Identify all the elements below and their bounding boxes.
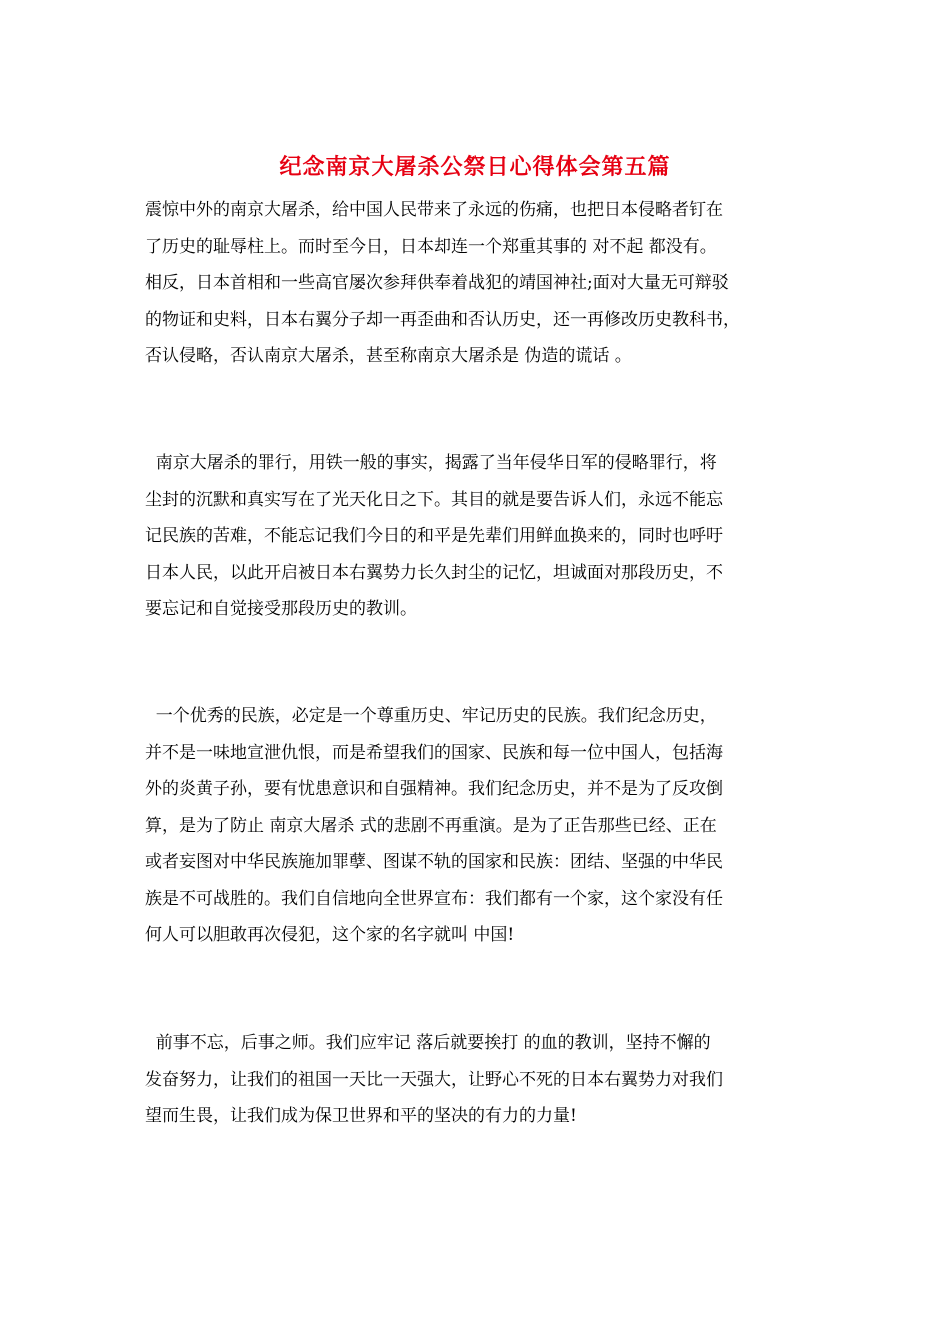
paragraph-line: 的物证和史料，日本右翼分子却一再歪曲和否认历史，还一再修改历史教科书，: [145, 309, 740, 330]
paragraph-line: 日本人民，以此开启被日本右翼势力长久封尘的记忆，坦诚面对那段历史，不: [145, 562, 723, 583]
paragraph-2: [145, 445, 810, 628]
page-title: 纪念南京大屠杀公祭日心得体会第五篇: [279, 155, 671, 180]
paragraph-line: 算，是为了防止 南京大屠杀 式的悲剧不再重演。是为了正告那些已经、正在: [145, 815, 717, 836]
paragraph-line: 望而生畏，让我们成为保卫世界和平的坚决的有力的力量!: [145, 1106, 577, 1126]
paragraph-line: 并不是一味地宣泄仇恨，而是希望我们的国家、民族和每一位中国人，包括海: [145, 742, 723, 763]
paragraph-line: 何人可以胆敢再次侵犯，这个家的名字就叫 中国!: [145, 925, 515, 945]
paragraph-line: 发奋努力，让我们的祖国一天比一天强大，让野心不死的日本右翼势力对我们: [145, 1069, 723, 1090]
paragraph-1: [145, 192, 810, 375]
paragraph-line: 了历史的耻辱柱上。而时至今日，日本却连一个郑重其事的 对不起 都没有。: [145, 236, 717, 257]
paragraph-line: 相反，日本首相和一些高官屡次参拜供奉着战犯的靖国神社;面对大量无可辩驳: [145, 273, 729, 293]
paragraph-line: 南京大屠杀的罪行，用铁一般的事实，揭露了当年侵华日军的侵略罪行，将: [145, 453, 717, 473]
paragraph-line: 一个优秀的民族，必定是一个尊重历史、牢记历史的民族。我们纪念历史，: [145, 706, 717, 726]
paragraph-line: 否认侵略，否认南京大屠杀，甚至称南京大屠杀是 伪造的谎话 。: [145, 346, 632, 366]
paragraph-4: [145, 1025, 810, 1135]
paragraph-line: 外的炎黄子孙，要有忧患意识和自强精神。我们纪念历史，并不是为了反攻倒: [145, 779, 723, 799]
paragraph-line: 或者妄图对中华民族施加罪孽、图谋不轨的国家和民族：团结、坚强的中华民: [145, 852, 723, 872]
paragraph-line: 记民族的苦难，不能忘记我们今日的和平是先辈们用鲜血换来的，同时也呼吁: [145, 526, 723, 546]
paragraph-line: 尘封的沉默和真实写在了光天化日之下。其目的就是要告诉人们，永远不能忘: [145, 489, 723, 510]
paragraph-line: 前事不忘，后事之师。我们应牢记 落后就要挨打 的血的教训，坚持不懈的: [145, 1033, 711, 1053]
paragraph-line: 震惊中外的南京大屠杀，给中国人民带来了永远的伤痛，也把日本侵略者钉在: [145, 200, 723, 220]
paragraph-line: 族是不可战胜的。我们自信地向全世界宣布：我们都有一个家，这个家没有任: [145, 888, 723, 909]
paragraph-3: [145, 698, 810, 954]
paragraph-line: 要忘记和自觉接受那段历史的教训。: [145, 599, 417, 619]
